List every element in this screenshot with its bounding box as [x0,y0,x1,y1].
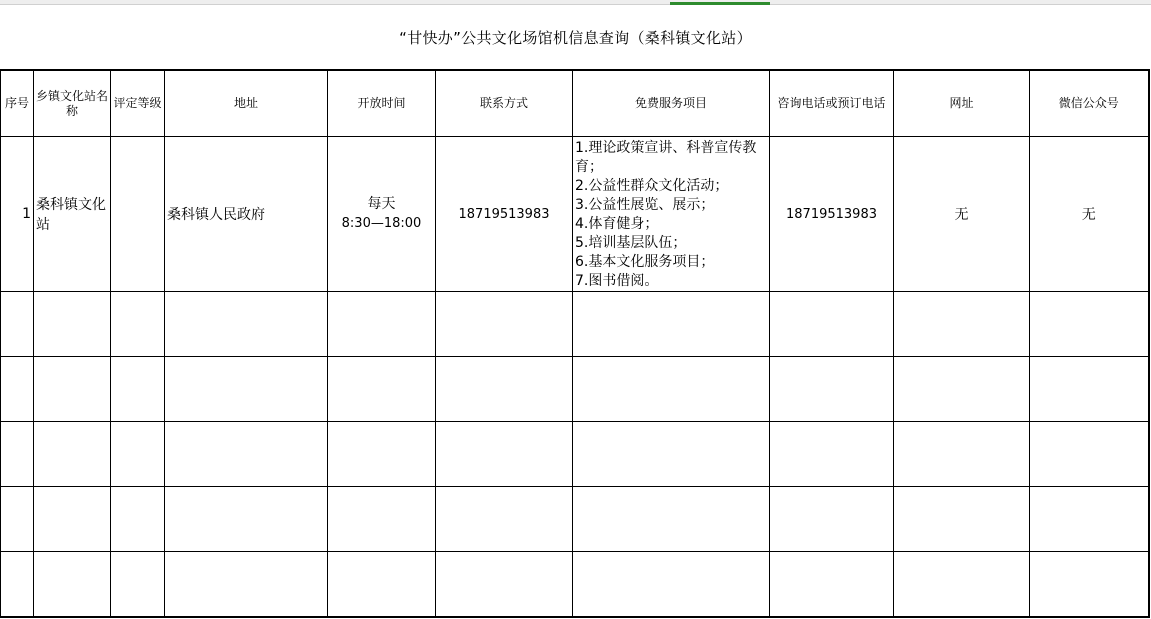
empty-cell[interactable] [1030,357,1149,422]
empty-cell[interactable] [328,422,436,487]
header-website[interactable]: 网址 [894,70,1030,137]
empty-cell[interactable] [165,487,328,552]
cell-services[interactable] [573,137,770,292]
empty-cell[interactable] [1030,292,1149,357]
empty-cell[interactable] [1030,422,1149,487]
empty-cell[interactable] [165,292,328,357]
service-item: 7.图书借阅。 [575,273,659,289]
empty-cell[interactable] [436,487,573,552]
empty-row [1,552,1149,618]
empty-cell[interactable] [165,422,328,487]
empty-cell[interactable] [328,357,436,422]
empty-cell[interactable] [328,292,436,357]
info-table [0,69,1150,618]
header-open-time[interactable]: 开放时间 [328,70,436,137]
cell-contact[interactable]: 18719513983 [436,137,573,292]
service-item: 1.理论政策宣讲、科普宣传教育； [575,140,757,175]
empty-cell[interactable] [1030,487,1149,552]
service-item: 5.培训基层队伍； [575,235,687,251]
empty-cell[interactable] [1030,552,1149,618]
service-item: 3.公益性展览、展示； [575,197,715,213]
empty-cell[interactable] [770,422,894,487]
cell-open-time[interactable] [328,137,436,292]
empty-row [1,357,1149,422]
empty-cell[interactable] [573,422,770,487]
header-rating[interactable]: 评定等级 [111,70,165,137]
service-item: 6.基本文化服务项目； [575,254,715,270]
header-index[interactable]: 序号 [1,70,34,137]
empty-cell[interactable] [573,357,770,422]
header-wechat[interactable]: 微信公众号 [1030,70,1149,137]
open-days: 每天 [367,196,396,212]
empty-cell[interactable] [436,292,573,357]
empty-cell[interactable] [770,292,894,357]
empty-cell[interactable] [770,552,894,618]
empty-cell[interactable] [111,487,165,552]
header-station-name[interactable]: 乡镇文化站名称 [34,70,111,137]
cell-station-name[interactable]: 桑科镇文化站 [34,137,111,292]
empty-cell[interactable] [1,292,34,357]
empty-cell[interactable] [1,422,34,487]
empty-cell[interactable] [1,357,34,422]
empty-cell[interactable] [34,422,111,487]
header-contact[interactable]: 联系方式 [436,70,573,137]
empty-cell[interactable] [328,487,436,552]
empty-cell[interactable] [165,357,328,422]
empty-cell[interactable] [894,357,1030,422]
empty-row [1,487,1149,552]
empty-cell[interactable] [770,487,894,552]
cell-website[interactable]: 无 [894,137,1030,292]
empty-row [1,292,1149,357]
empty-cell[interactable] [894,487,1030,552]
empty-cell[interactable] [1,487,34,552]
empty-cell[interactable] [573,292,770,357]
empty-cell[interactable] [111,552,165,618]
service-item: 4.体育健身； [575,216,659,232]
empty-cell[interactable] [436,422,573,487]
table-row [1,137,1149,292]
header-services[interactable]: 免费服务项目 [573,70,770,137]
sheet-title: “甘快办”公共文化场馆机信息查询（桑科镇文化站） [399,28,752,47]
open-hours: 8:30—18:00 [341,216,422,231]
cell-address[interactable]: 桑科镇人民政府 [165,137,328,292]
empty-cell[interactable] [1,552,34,618]
empty-cell[interactable] [328,552,436,618]
empty-cell[interactable] [770,357,894,422]
empty-cell[interactable] [111,292,165,357]
cell-rating[interactable] [111,137,165,292]
empty-cell[interactable] [894,422,1030,487]
service-item: 2.公益性群众文化活动； [575,178,729,194]
header-row [1,70,1149,137]
empty-cell[interactable] [894,552,1030,618]
cell-wechat[interactable]: 无 [1030,137,1149,292]
empty-cell[interactable] [573,487,770,552]
empty-cell[interactable] [165,552,328,618]
header-phone[interactable]: 咨询电话或预订电话 [770,70,894,137]
cell-phone[interactable]: 18719513983 [770,137,894,292]
cell-index[interactable]: 1 [1,137,34,292]
empty-row [1,422,1149,487]
empty-cell[interactable] [34,487,111,552]
header-address[interactable]: 地址 [165,70,328,137]
empty-cell[interactable] [34,292,111,357]
empty-cell[interactable] [111,422,165,487]
empty-cell[interactable] [436,552,573,618]
empty-cell[interactable] [573,552,770,618]
empty-cell[interactable] [436,357,573,422]
empty-cell[interactable] [34,552,111,618]
empty-cell[interactable] [34,357,111,422]
empty-cell[interactable] [894,292,1030,357]
empty-cell[interactable] [111,357,165,422]
